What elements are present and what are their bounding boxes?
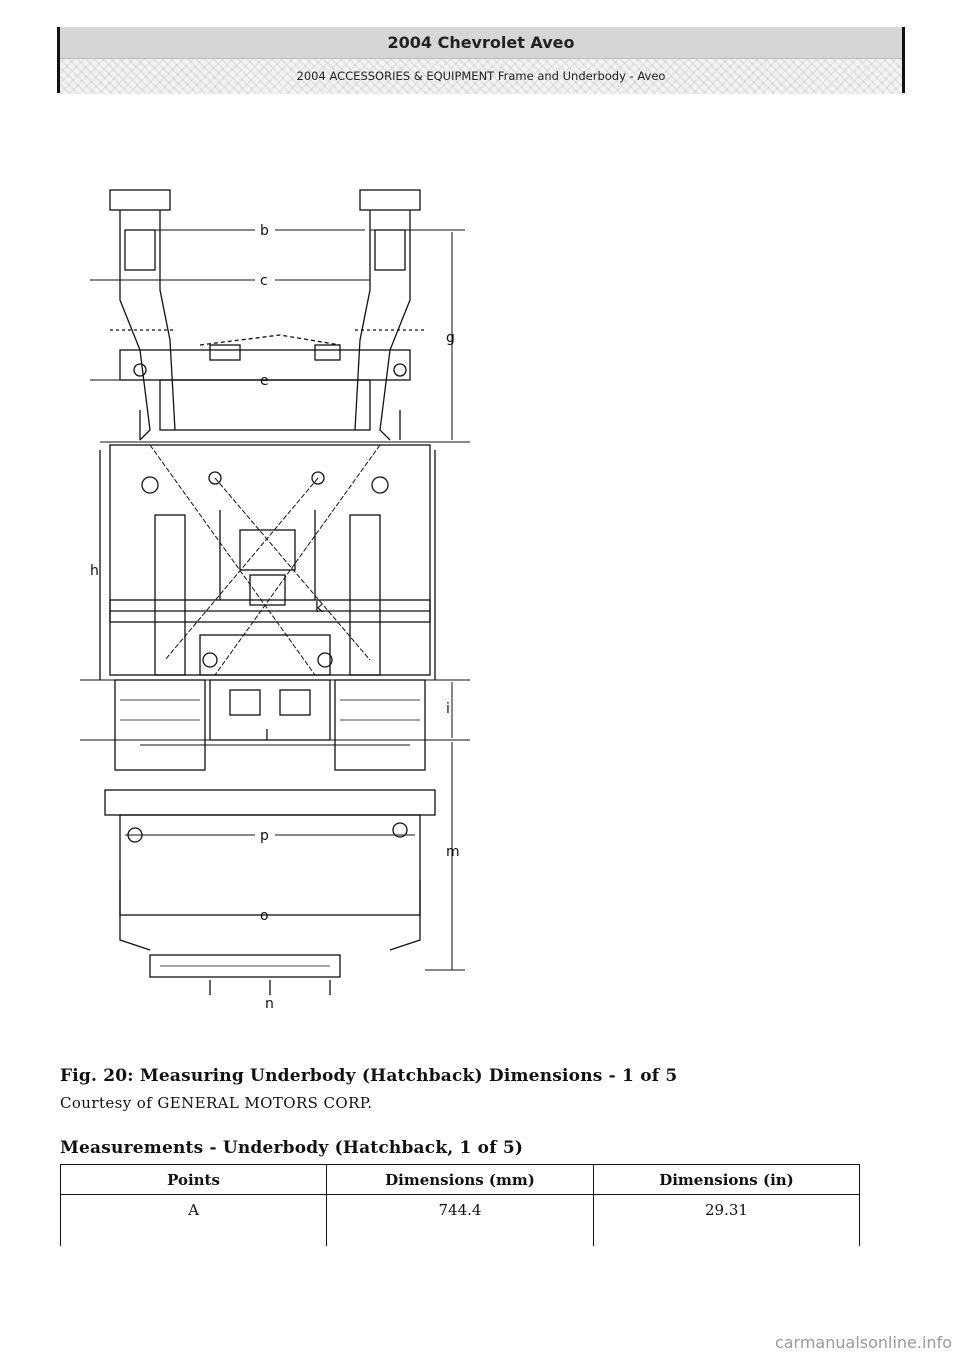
- label-c: c: [260, 273, 268, 289]
- label-l: l: [265, 728, 269, 744]
- measurements-table: [60, 1164, 860, 1246]
- label-h: h: [90, 563, 99, 579]
- floor-structure: [100, 445, 435, 680]
- figure-caption: Fig. 20: Measuring Underbody (Hatchback) Dimensions - 1 of 5: [60, 1066, 678, 1086]
- label-m: m: [446, 844, 460, 860]
- label-o: o: [260, 908, 269, 924]
- label-e: e: [260, 373, 269, 389]
- cell-mm: 744.4: [327, 1195, 594, 1247]
- cell-in: 29.31: [594, 1195, 860, 1247]
- rear-structure: [105, 680, 435, 995]
- header-points: Points: [61, 1165, 327, 1195]
- label-n: n: [265, 996, 274, 1012]
- label-i: i: [446, 701, 450, 717]
- table-title: Measurements - Underbody (Hatchback, 1 of 5): [60, 1138, 524, 1158]
- header-dimensions-in: Dimensions (in): [594, 1165, 860, 1195]
- document-header: [57, 27, 905, 93]
- table-row: [61, 1195, 860, 1247]
- label-b: b: [260, 223, 269, 239]
- label-g: g: [446, 330, 455, 346]
- underbody-drawing: [80, 180, 480, 1020]
- underbody-diagram: [80, 180, 480, 1020]
- table-header-row: [61, 1165, 860, 1195]
- figure-credit: Courtesy of GENERAL MOTORS CORP.: [60, 1094, 373, 1112]
- header-subtitle: 2004 ACCESSORIES & EQUIPMENT Frame and Underbody - Aveo: [60, 59, 902, 94]
- header-title: 2004 Chevrolet Aveo: [60, 27, 902, 59]
- label-p: p: [260, 828, 269, 844]
- watermark: carmanualsonline.info: [774, 1333, 952, 1352]
- label-k: k: [315, 600, 324, 616]
- header-dimensions-mm: Dimensions (mm): [327, 1165, 594, 1195]
- cell-point: A: [61, 1195, 327, 1247]
